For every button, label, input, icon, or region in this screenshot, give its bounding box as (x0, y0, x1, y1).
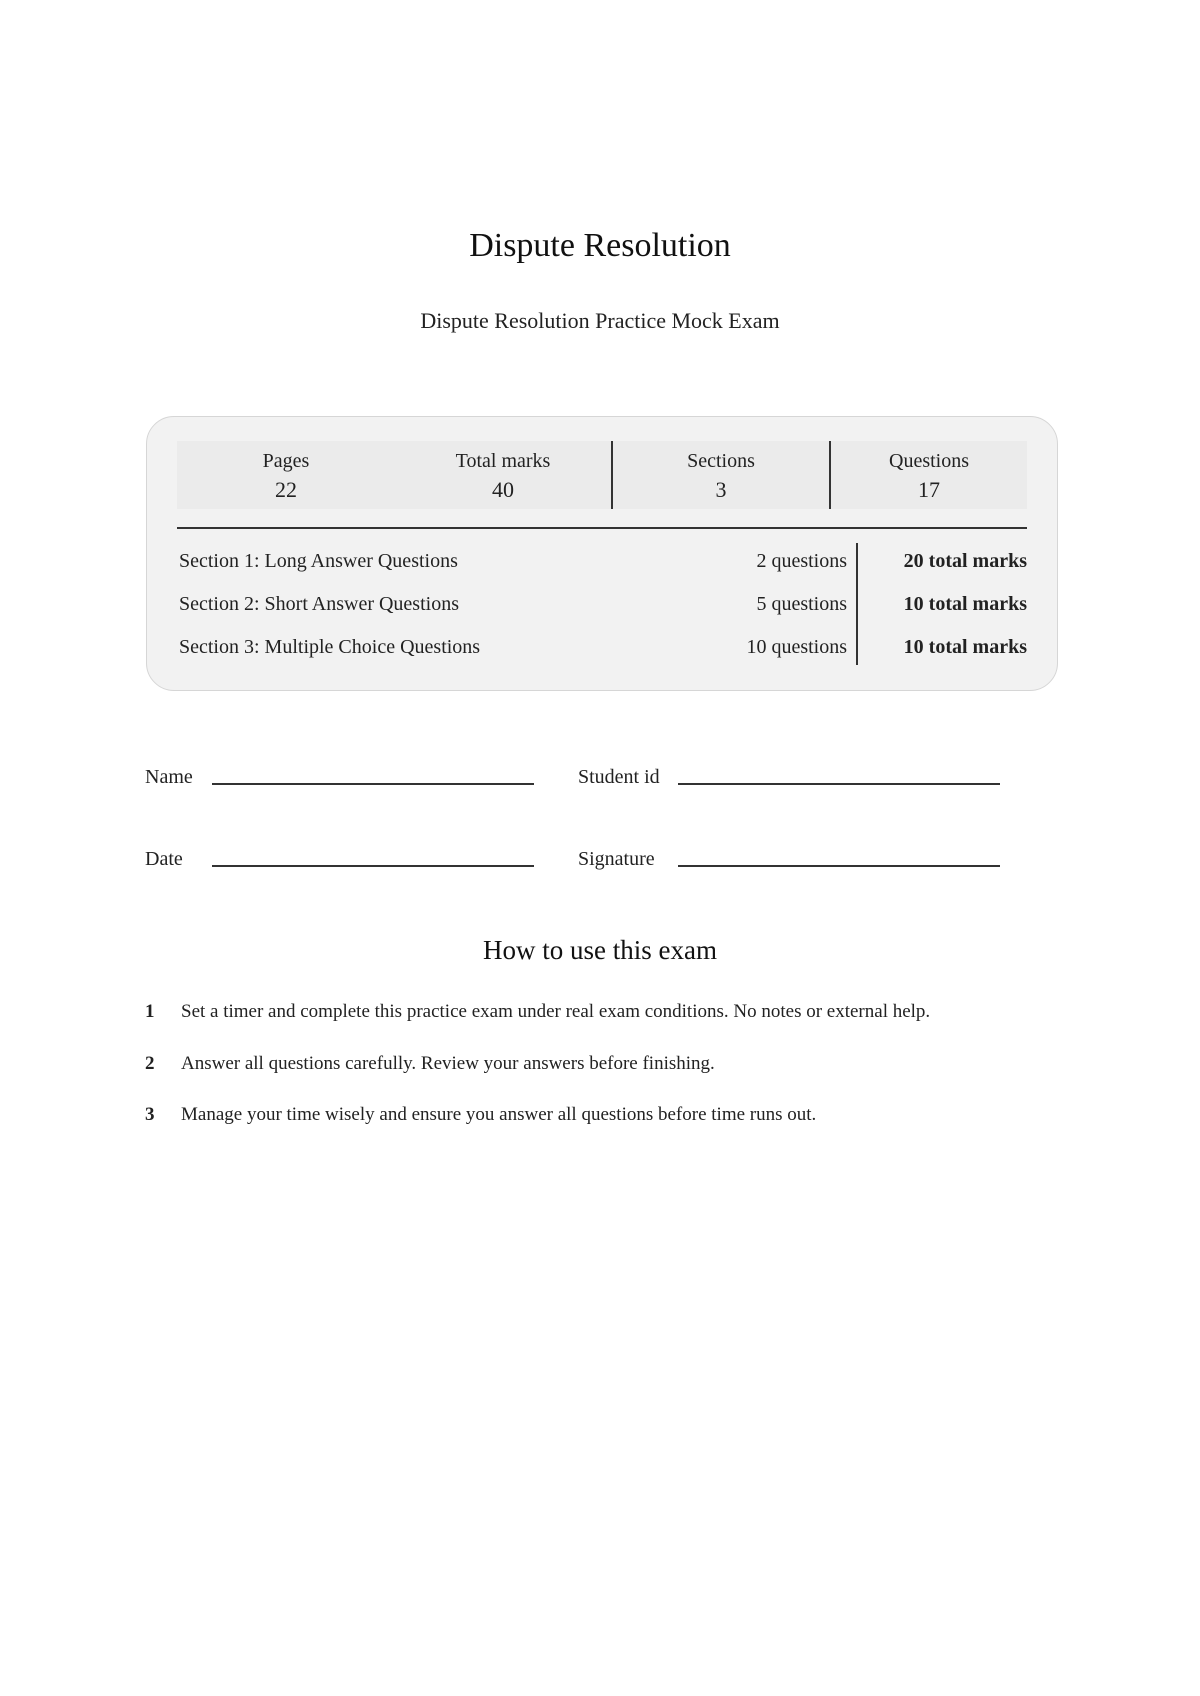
stat-value: 22 (275, 477, 297, 502)
step-number: 2 (145, 1053, 155, 1074)
section-row (177, 586, 1027, 622)
stat-pages (177, 441, 395, 509)
student-id-field[interactable] (678, 783, 1000, 785)
name-field[interactable] (212, 783, 534, 785)
step-text: Set a timer and complete this practice exam under real exam conditions. No notes or external help. (181, 1001, 931, 1022)
howto-heading: How to use this exam (483, 935, 717, 965)
stat-label: Questions (889, 450, 969, 472)
student-id-label: Student id (578, 766, 660, 788)
stat-value: 17 (918, 477, 940, 502)
section-question-count: 5 questions (756, 593, 847, 615)
section-row (177, 543, 1027, 579)
step-text: Answer all questions carefully. Review your answers before finishing. (181, 1053, 715, 1074)
stat-label: Sections (687, 450, 755, 472)
stat-value: 40 (492, 477, 514, 502)
section-name: Section 1: Long Answer Questions (179, 550, 458, 572)
step-text: Manage your time wisely and ensure you answer all questions before time runs out. (181, 1104, 817, 1125)
date-field[interactable] (212, 865, 534, 867)
stat-label: Total marks (455, 450, 551, 472)
section-marks: 10 total marks (903, 636, 1027, 658)
stat-total-marks (395, 441, 611, 509)
section-marks: 10 total marks (903, 593, 1027, 615)
section-question-count: 2 questions (756, 550, 847, 572)
section-row (177, 629, 1027, 665)
exam-summary-box (146, 416, 1058, 691)
section-marks: 20 total marks (903, 550, 1027, 572)
step-number: 3 (145, 1104, 155, 1125)
exam-title: Dispute Resolution (469, 227, 731, 264)
section-name: Section 3: Multiple Choice Questions (179, 636, 481, 658)
signature-field[interactable] (678, 865, 1000, 867)
stat-value: 3 (715, 477, 727, 502)
signature-label: Signature (578, 848, 655, 870)
name-label: Name (145, 766, 193, 788)
stat-sections (613, 441, 829, 509)
step-number: 1 (145, 1001, 155, 1022)
section-name: Section 2: Short Answer Questions (179, 593, 459, 615)
section-question-count: 10 questions (746, 636, 847, 658)
stats-row (177, 441, 1027, 509)
exam-subtitle: Dispute Resolution Practice Mock Exam (420, 308, 780, 333)
sections-divider (856, 543, 858, 665)
stat-questions (831, 441, 1027, 509)
date-label: Date (145, 848, 183, 870)
stat-label: Pages (262, 450, 310, 472)
summary-divider (177, 527, 1027, 529)
